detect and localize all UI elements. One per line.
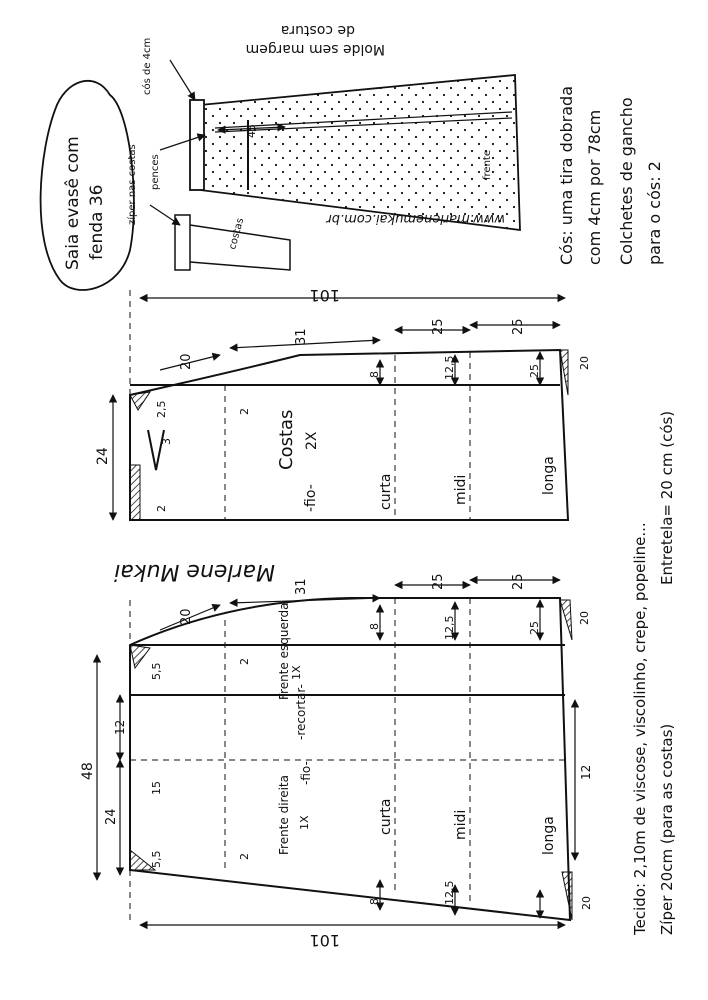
front-grain: -fio- <box>299 761 313 785</box>
front-dim-2b: 2 <box>238 853 251 860</box>
back-length-midi: midi <box>453 474 469 505</box>
back-dim-25b: 25 <box>511 318 526 335</box>
back-length-curta: curta <box>378 473 394 510</box>
sketch-waistband <box>190 100 204 190</box>
cos-info-line1: Cós: uma tira dobrada <box>557 85 576 265</box>
front-right-name: Frente direita <box>277 775 291 855</box>
front-dim-2a: 2 <box>238 658 251 665</box>
website-label: www.marlenemukai.com.br <box>326 211 505 226</box>
front-dim-55a: 5,5 <box>150 662 163 680</box>
back-length: 101 <box>309 286 340 305</box>
back-dim-3: 3 <box>160 438 173 445</box>
title-line2: fenda 36 <box>87 184 107 260</box>
back-dim-2a: 2 <box>238 408 251 415</box>
front-right-count: 1X <box>298 815 311 830</box>
sketch-ziper-label: zíper nas costas <box>127 144 138 225</box>
front-dim-12a: 12 <box>113 719 127 735</box>
front-cut-label: -recortar- <box>294 684 308 740</box>
back-dim-20b: 20 <box>578 356 591 370</box>
front-waist-width: 48 <box>80 762 96 780</box>
front-dim-20b: 20 <box>578 611 591 625</box>
sketch-cos-label: cós de 4cm <box>142 37 153 95</box>
front-left-count: 1X <box>290 665 303 680</box>
back-dim-20: 20 <box>179 353 194 370</box>
front-dim-24: 24 <box>104 808 119 825</box>
back-dim-25a: 25 <box>431 318 446 335</box>
sketch-frente-label: frente <box>482 150 493 180</box>
front-dim-15: 15 <box>150 781 163 795</box>
materials-fabric: Tecido: 2,10m de viscose, viscolinho, crepe, popeline... <box>631 522 649 935</box>
front-dim-20c: 20 <box>580 896 593 910</box>
cos-info-line3: Colchetes de gancho <box>617 97 636 265</box>
back-dim-25c: 25 <box>528 364 541 378</box>
front-length-midi: midi <box>453 809 469 840</box>
front-dim-31: 31 <box>294 578 309 595</box>
front-piece <box>97 580 575 925</box>
title-line1: Saia evasê com <box>63 136 83 270</box>
materials-interfacing: Entretela= 20 cm (cós) <box>658 410 676 585</box>
signature: Marlene Mukai <box>114 559 275 584</box>
back-dim-125: 12,5 <box>443 355 456 380</box>
skirt-sketch <box>150 60 520 270</box>
front-dim-8b: 8 <box>368 898 381 905</box>
front-dim-25b: 25 <box>511 573 526 590</box>
back-length-longa: longa <box>541 456 557 495</box>
front-left-name: Frente esquerda <box>277 602 291 700</box>
back-piece <box>113 290 568 520</box>
back-dim-2b: 2 <box>155 505 168 512</box>
front-dim-8a: 8 <box>368 623 381 630</box>
front-dim-125b: 12,5 <box>443 880 456 905</box>
sketch-costas-label: costas <box>227 216 247 251</box>
back-name: Costas <box>276 409 297 470</box>
sketch-pences-label: pences <box>150 154 161 190</box>
front-length-longa: longa <box>541 816 557 855</box>
front-dim-55b: 5,5 <box>150 850 163 868</box>
materials-zipper: Zíper 20cm (para as costas) <box>658 723 676 935</box>
back-grain: -fio- <box>303 484 319 512</box>
back-dim-31: 31 <box>294 328 309 345</box>
front-dim-25c: 25 <box>528 621 541 635</box>
front-dim-12b: 12 <box>579 764 593 780</box>
back-count: 2X <box>304 431 320 450</box>
back-waist-width: 24 <box>95 447 111 465</box>
margin-note-line2: de costura <box>280 22 355 38</box>
cos-info-line4: para o cós: 2 <box>645 161 664 265</box>
front-dim-25a: 25 <box>431 573 446 590</box>
back-dim-8: 8 <box>368 371 381 378</box>
front-dim-125a: 12,5 <box>443 615 456 640</box>
cos-info-line2: com 4cm por 78cm <box>585 109 604 265</box>
front-dim-20: 20 <box>179 608 194 625</box>
margin-note-line1: Molde sem margem <box>245 41 385 57</box>
front-length: 101 <box>309 931 340 950</box>
sketch-dim-45: 45 <box>245 124 258 138</box>
back-dim-25d: 2,5 <box>155 400 168 418</box>
front-length-curta: curta <box>378 798 394 835</box>
